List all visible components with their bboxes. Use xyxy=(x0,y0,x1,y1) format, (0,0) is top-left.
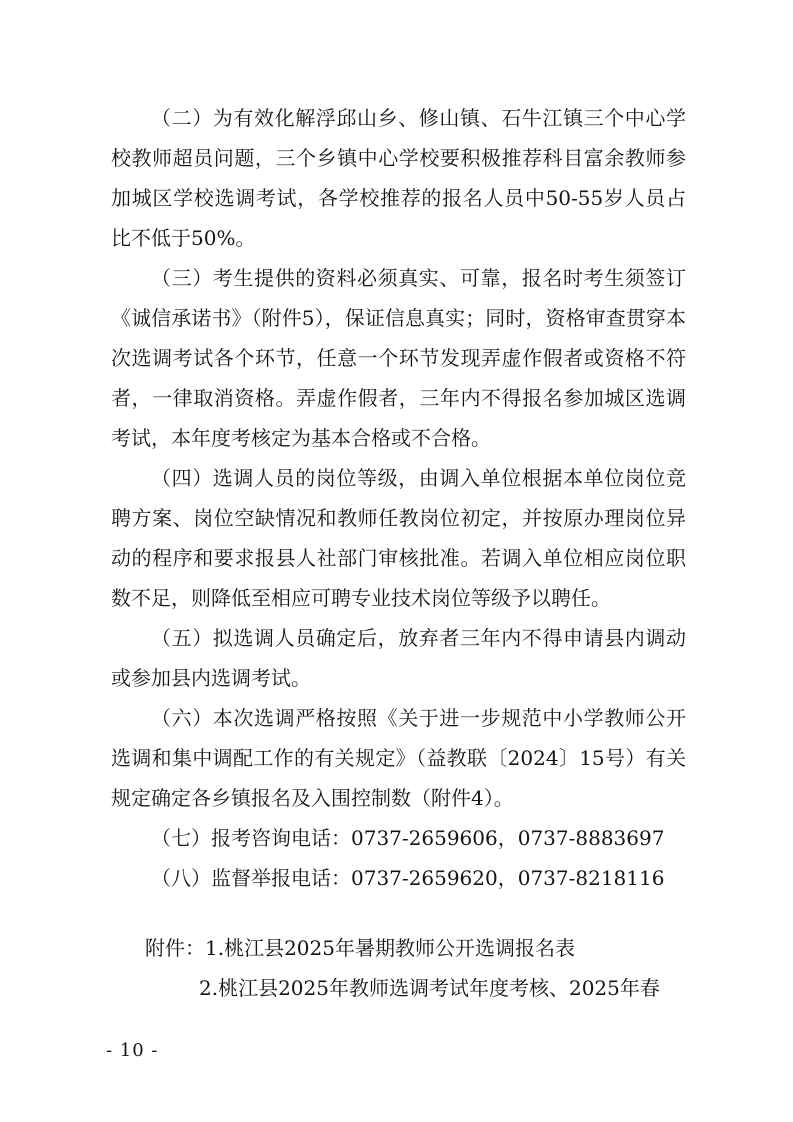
report-phone: （八）监督举报电话：0737-2659620，0737-8218116 xyxy=(151,866,665,890)
paragraph-2: （二）为有效化解浮邱山乡、修山镇、石牛江镇三个中心学校教师超员问题，三个乡镇中心学校要积极推荐科目富余教师参加城区学校选调考试，各学校推荐的报名人员中50-55岁人员占比不低于50%。 xyxy=(111,106,686,250)
paragraph-3: （三）考生提供的资料必须真实、可靠，报名时考生须签订《诚信承诺书》（附件5），保证信息真实；同时，资格审查贯穿本次选调考试各个环节，任意一个环节发现弄虚作假者或资格不符者，一律取消资格。弄虚作假者，三年内不得报名参加城区选调考试，本年度考核定为基本合格或不合格。 xyxy=(111,266,686,450)
attachment-item: 2.桃江县2025年教师选调考试年度考核、2025年春 xyxy=(199,976,660,1000)
attachment-item: 1.桃江县2025年暑期教师公开选调报名表 xyxy=(205,936,575,960)
paragraph-5: （五）拟选调人员确定后，放弃者三年内不得申请县内调动或参加县内选调考试。 xyxy=(111,626,686,690)
paragraph-4: （四）选调人员的岗位等级，由调入单位根据本单位岗位竞聘方案、岗位空缺情况和教师任教岗位初定，并按原办理岗位异动的程序和要求报县人社部门审核批准。若调入单位相应岗位职数不足，则降低至相应可聘专业技术岗位等级予以聘任。 xyxy=(111,466,686,610)
body-text xyxy=(111,98,686,898)
attachment-row xyxy=(145,968,660,1008)
attachment-row xyxy=(145,928,660,968)
attachments-list xyxy=(145,928,660,1008)
paragraph-6: （六）本次选调严格按照《关于进一步规范中小学教师公开选调和集中调配工作的有关规定》（益教联〔2024〕15号）有关规定确定各乡镇报名及入围控制数（附件4）。 xyxy=(111,706,686,810)
page-number: - 10 - xyxy=(106,1040,159,1061)
consult-phone: （七）报考咨询电话：0737-2659606，0737-8883697 xyxy=(151,826,665,850)
attachments-label: 附件： xyxy=(145,936,205,960)
